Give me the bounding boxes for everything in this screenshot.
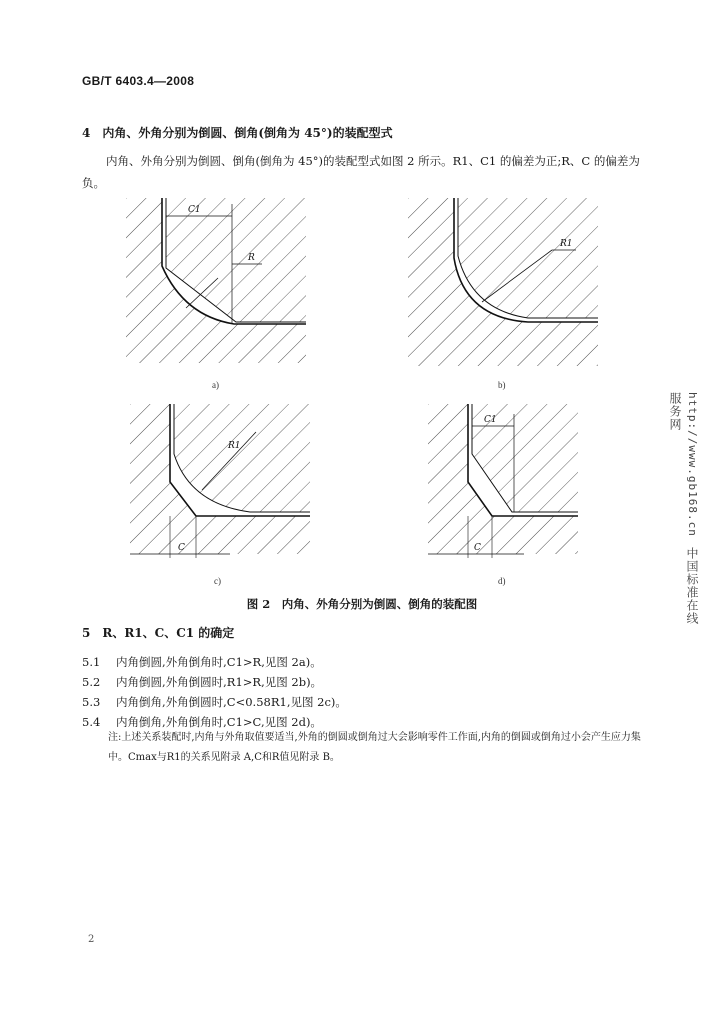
- item-number: 5.3: [82, 695, 101, 709]
- page-number: 2: [88, 934, 95, 945]
- item-text: 内角倒角,外角倒圆时,C<0.58R1,见图 2c)。: [116, 695, 347, 709]
- figure-2a-sublabel: a): [212, 380, 219, 390]
- figure-2a-label-r: R: [248, 253, 255, 263]
- item-number: 5.2: [82, 675, 101, 689]
- figure-2b-sublabel: b): [498, 380, 506, 390]
- item-5-1: [82, 654, 322, 670]
- section-5-title: 5 R、R1、C、C1 的确定: [82, 626, 235, 640]
- figure-2c-label-c: C: [178, 543, 185, 553]
- item-text: 内角倒圆,外角倒圆时,R1>R,见图 2b)。: [116, 675, 323, 689]
- section-4-title: 4 内角、外角分别为倒圆、倒角(倒角为 45°)的装配型式: [82, 126, 393, 140]
- item-5-3: [82, 694, 347, 710]
- item-number: 5.1: [82, 655, 101, 669]
- figure-2b-label-r1: R1: [560, 239, 573, 249]
- figure-2c-label-r1: R1: [228, 441, 241, 451]
- watermark-site-name: 中国标准在线服务网: [668, 392, 699, 625]
- figure-2c: [130, 404, 320, 580]
- figure-2d-label-c: C: [474, 543, 481, 553]
- item-5-2: [82, 674, 322, 690]
- figure-2a-label-c1: C1: [188, 205, 201, 215]
- section-5-note: 注:上述关系装配时,内角与外角取值要适当,外角的倒圆或倒角过大会影响零件工作面,内角的倒圆或倒角过小会产生应力集中。Cmax与R1的关系见附录 A,C和R值见附录 B。: [108, 732, 641, 763]
- figure-2a: [126, 198, 316, 378]
- figure-2d-label-c1: C1: [484, 415, 497, 425]
- figure-2d-sublabel: d): [498, 576, 506, 586]
- side-watermark: [668, 392, 701, 636]
- figure-2-caption: 图 2 内角、外角分别为倒圆、倒角的装配图: [246, 597, 478, 611]
- figure-2c-sublabel: c): [214, 576, 221, 586]
- item-text: 内角倒角,外角倒角时,C1>C,见图 2d)。: [116, 715, 322, 729]
- watermark-url: http://www.gb168.cn: [686, 392, 699, 537]
- figure-2b: [408, 198, 604, 378]
- figure-2d: [428, 404, 618, 580]
- item-number: 5.4: [82, 715, 101, 729]
- section-4-paragraph: 内角、外角分别为倒圆、倒角(倒角为 45°)的装配型式如图 2 所示。R1、C1 的偏差为正;R、C 的偏差为负。: [82, 154, 640, 190]
- standard-code: GB/T 6403.4—2008: [82, 74, 195, 88]
- item-text: 内角倒圆,外角倒角时,C1>R,见图 2a)。: [116, 655, 322, 669]
